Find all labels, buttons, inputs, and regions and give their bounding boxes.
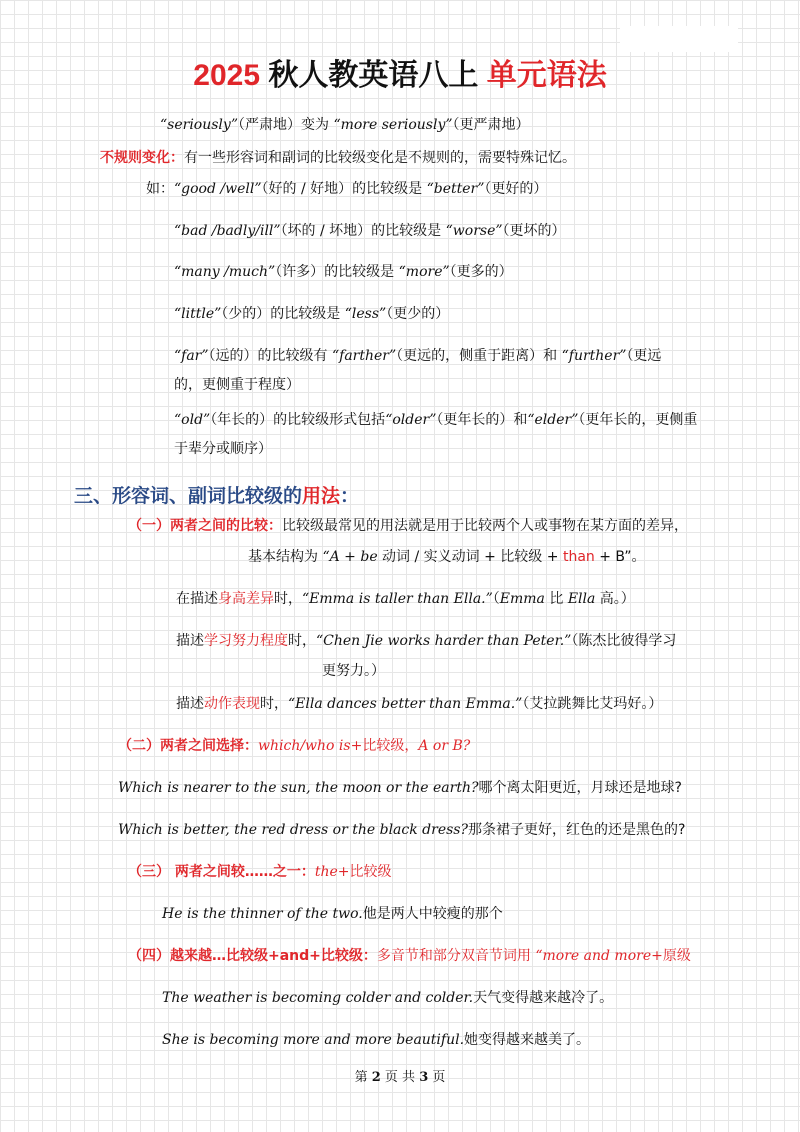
text-seriously: “seriously” bbox=[160, 117, 238, 133]
blank-patch bbox=[620, 26, 738, 52]
footer-page: 2 bbox=[371, 1070, 381, 1085]
line-bad bbox=[174, 221, 566, 241]
ex-sentence: “Emma is taller than Ella.” bbox=[302, 591, 493, 607]
line-old-cont: 于辈分或顺序） bbox=[174, 441, 272, 457]
text-older: “older” bbox=[385, 412, 437, 428]
sentence-5 bbox=[162, 1030, 590, 1050]
sentence-cn: 天气变得越来越冷了。 bbox=[473, 990, 614, 1006]
text-change: （严肃地）变为 bbox=[237, 117, 334, 133]
footer-text: 页 bbox=[428, 1070, 446, 1085]
text-far: “far” bbox=[174, 348, 209, 364]
text-many: “many /much” bbox=[174, 264, 276, 280]
point-3-label: （三） 两者之间较……之一： bbox=[128, 864, 315, 880]
ex-name: Emma bbox=[499, 591, 545, 607]
sentence-en: She is becoming more and more beautiful. bbox=[162, 1032, 465, 1048]
text-good-well: “good /well” bbox=[174, 181, 262, 197]
ex-sentence: “Ella dances better than Emma.” bbox=[288, 696, 523, 712]
point-2-tail: 比较级， bbox=[362, 738, 419, 754]
footer-text: 第 bbox=[354, 1070, 372, 1085]
ex-name: Ella bbox=[567, 591, 596, 607]
line-little bbox=[174, 304, 449, 324]
sentence-3 bbox=[162, 904, 503, 924]
sentence-1 bbox=[118, 778, 682, 798]
text-more: “more” bbox=[398, 264, 450, 280]
ex-highlight: 学习努力程度 bbox=[204, 633, 288, 649]
text-better: “better” bbox=[426, 181, 485, 197]
point-2-ab: A or B? bbox=[418, 738, 471, 754]
example-3 bbox=[176, 694, 662, 714]
sentence-en: The weather is becoming colder and colder. bbox=[162, 990, 474, 1006]
structure-than: than bbox=[562, 549, 595, 565]
point-1-text: 比较级最常见的用法就是用于比较两个人或事物在某方面的差异， bbox=[282, 518, 688, 534]
title-middle: 秋人教英语八上 bbox=[260, 59, 487, 92]
line-good-well bbox=[146, 179, 547, 199]
ex-text: 描述 bbox=[176, 633, 204, 649]
point-4-formula: “more and more+ bbox=[535, 948, 663, 964]
text-less: “less” bbox=[344, 306, 387, 322]
line-old bbox=[174, 410, 697, 430]
point-2-label: （二）两者之间选择： bbox=[118, 738, 258, 754]
text-gloss: （少的）的比较级是 bbox=[221, 306, 345, 322]
text-gloss: （更坏的） bbox=[502, 223, 566, 239]
title-tail: 单元语法 bbox=[486, 59, 607, 92]
point-2-formula: which/who is+ bbox=[258, 738, 363, 754]
example-1 bbox=[176, 589, 635, 609]
text-gloss: （远的）的比较级有 bbox=[208, 348, 332, 364]
sentence-2 bbox=[118, 820, 685, 840]
ex-highlight: 身高差异 bbox=[218, 591, 274, 607]
line-far bbox=[174, 346, 661, 366]
text-worse: “worse” bbox=[445, 223, 503, 239]
text-gloss: （更好的） bbox=[484, 181, 548, 197]
point-3 bbox=[128, 862, 392, 882]
structure-mid: 动词 / 实义动词 + 比较级 + bbox=[377, 549, 563, 565]
example-2-cont: 更努力。） bbox=[322, 663, 385, 679]
ex-text: 高。） bbox=[595, 591, 635, 607]
ex-text: （ bbox=[492, 591, 500, 607]
sentence-en: Which is nearer to the sun, the moon or the earth? bbox=[118, 780, 479, 796]
text-gloss: （好的 / 好地）的比较级是 bbox=[261, 181, 427, 197]
section-heading-text: 三、形容词、副词比较级的 bbox=[74, 485, 303, 507]
text-ru: 如： bbox=[146, 181, 174, 197]
page-title bbox=[0, 56, 800, 96]
sentence-cn: 他是两人中较瘦的那个 bbox=[362, 906, 503, 922]
text-gloss: （坏的 / 坏地）的比较级是 bbox=[280, 223, 446, 239]
ex-text: （陈杰比彼得学习 bbox=[571, 633, 677, 649]
ex-highlight: 动作表现 bbox=[204, 696, 260, 712]
point-4 bbox=[128, 946, 691, 966]
ex-text: （艾拉跳舞比艾玛好。） bbox=[522, 696, 663, 712]
point-3-formula: the+ bbox=[314, 864, 350, 880]
ex-sentence: “Chen Jie works harder than Peter.” bbox=[316, 633, 572, 649]
text-little: “little” bbox=[174, 306, 222, 322]
sentence-cn: 哪个离太阳更近，月球还是地球? bbox=[478, 780, 682, 796]
ex-text: 在描述 bbox=[176, 591, 218, 607]
line-many bbox=[174, 262, 513, 282]
structure-a: “A + be bbox=[322, 549, 378, 565]
text-gloss: （更年长的，更侧重 bbox=[578, 412, 698, 428]
section-heading-accent: 用法 bbox=[302, 485, 341, 507]
footer-total: 3 bbox=[419, 1070, 429, 1085]
page-footer bbox=[0, 1066, 800, 1085]
sentence-en: He is the thinner of the two. bbox=[162, 906, 363, 922]
irregular-text: 有一些形容词和副词的比较级变化是不规则的，需要特殊记忆。 bbox=[184, 150, 576, 166]
ex-text: 比 bbox=[544, 591, 568, 607]
text-elder: “elder” bbox=[527, 412, 579, 428]
point-1-label: （一）两者之间的比较： bbox=[128, 518, 282, 534]
point-1-structure bbox=[248, 547, 646, 567]
structure-text: 基本结构为 bbox=[248, 549, 323, 565]
line-far-cont: 的，更侧重于程度） bbox=[174, 377, 300, 393]
footer-text: 页 共 bbox=[380, 1070, 420, 1085]
structure-b: + B”。 bbox=[594, 549, 646, 565]
point-2 bbox=[118, 736, 470, 756]
irregular-label: 不规则变化： bbox=[100, 150, 184, 166]
text-gloss: （更少的） bbox=[386, 306, 450, 322]
text-farther: “farther” bbox=[332, 348, 397, 364]
text-gloss: （更多的） bbox=[449, 264, 513, 280]
text-gloss: （年长的）的比较级形式包括 bbox=[210, 412, 386, 428]
ex-text: 描述 bbox=[176, 696, 204, 712]
section-heading bbox=[74, 483, 359, 509]
ex-text: 时， bbox=[288, 633, 316, 649]
point-1 bbox=[128, 516, 688, 536]
ex-text: 时， bbox=[274, 591, 302, 607]
line-seriously bbox=[160, 115, 530, 135]
example-2 bbox=[176, 631, 676, 651]
sentence-cn: 那条裙子更好，红色的还是黑色的? bbox=[468, 822, 686, 838]
text-gloss: （更年长的）和 bbox=[436, 412, 528, 428]
sentence-cn: 她变得越来越美了。 bbox=[464, 1032, 591, 1048]
ex-text: 时， bbox=[260, 696, 288, 712]
text-gloss: （更远 bbox=[626, 348, 662, 364]
text-gloss: （更远的，侧重于距离）和 bbox=[396, 348, 562, 364]
text-further: “further” bbox=[561, 348, 627, 364]
text-bad: “bad /badly/ill” bbox=[174, 223, 281, 239]
point-3-tail: 比较级 bbox=[349, 864, 392, 880]
text-gloss: （许多）的比较级是 bbox=[275, 264, 399, 280]
point-4-text: 多音节和部分双音节词用 bbox=[376, 948, 536, 964]
sentence-en: Which is better, the red dress or the black dress? bbox=[118, 822, 468, 838]
text-more-seriously: “more seriously” bbox=[333, 117, 453, 133]
text-gloss: （更严肃地） bbox=[452, 117, 530, 133]
title-year: 2025 bbox=[193, 59, 261, 92]
section-heading-colon: ： bbox=[340, 485, 360, 507]
sentence-4 bbox=[162, 988, 613, 1008]
point-4-label: （四）越来越…比较级+and+比较级： bbox=[128, 948, 377, 964]
text-old: “old” bbox=[174, 412, 211, 428]
line-irregular bbox=[100, 148, 576, 168]
point-4-tail: 原级 bbox=[662, 948, 691, 964]
